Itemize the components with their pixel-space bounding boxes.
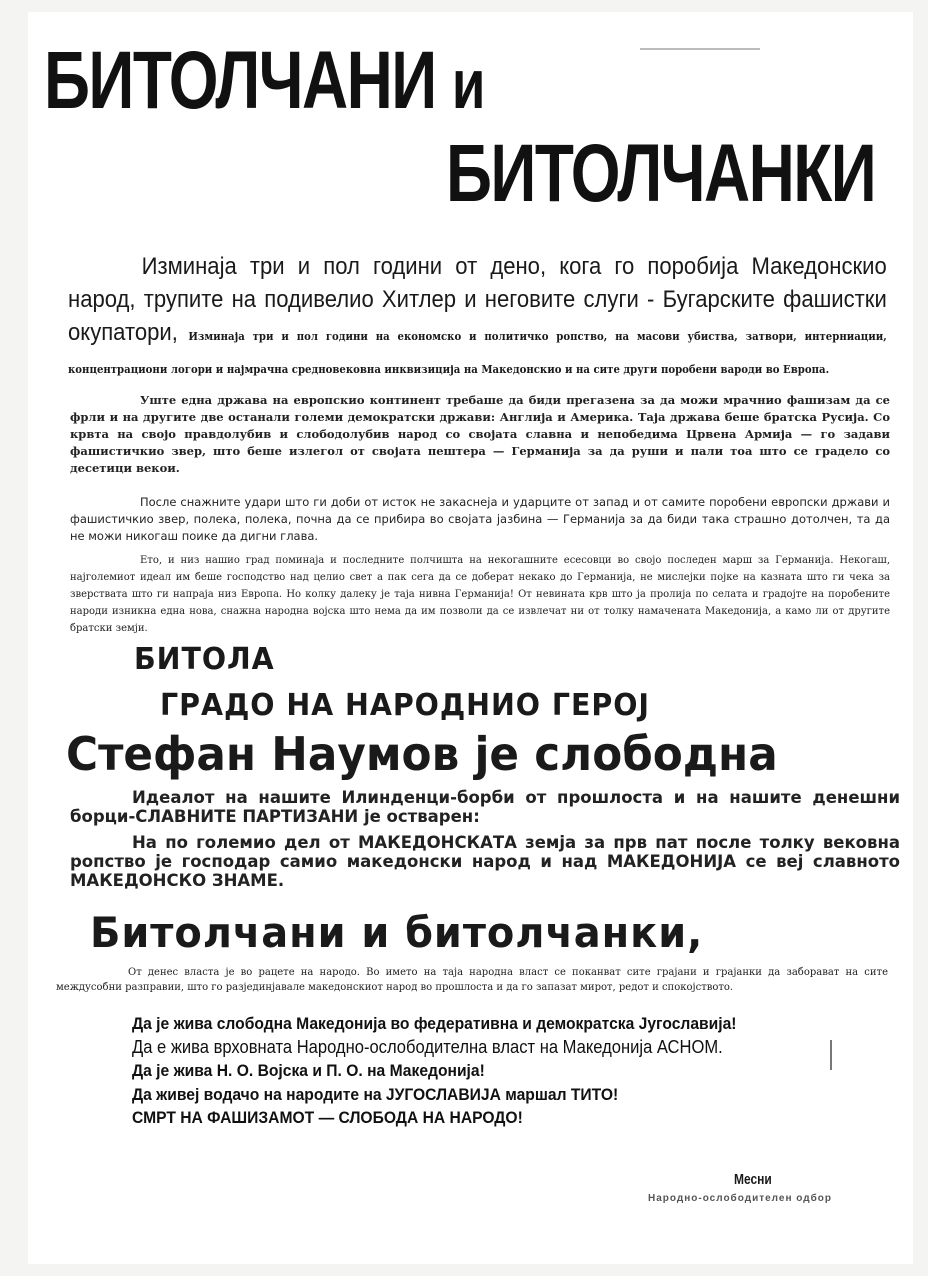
- address-heading: Битолчани и битолчанки,: [90, 908, 704, 957]
- slogan-item: СМРТ НА ФАШИЗАМОТ — СЛОБОДА НА НАРОДО!: [132, 1108, 523, 1127]
- stefan-naumov-heading: Стефан Наумов је слободна: [66, 727, 778, 781]
- paragraph-city: Ето, и низ нашио град поминаја и последните полчишта на некогашните есесовци во својо последен марш за Германија. Некогаш, најголемиот идеал им беше господство над целио свет а пак сега да се доберат некако до Германија, не мислејки појке на казната што ги чека за зверствата што ги напраја низ Европа. Но колку далеку је таја нивна Германија! От невината крв што ја пролија по селата и градојте на поробените народи изникна една нова, снажна народна војска што нема да им позволи да се извлечат ни от толку намачената Македонија, а камо ли от другите братски земји.: [70, 555, 890, 634]
- slogan-item: Да је жива слободна Македонија во федеративна и демократска Југославија!: [132, 1014, 737, 1033]
- intro-small-text: Изминаја три и пол години на економско и политичко ропство, на масови убиства, затвори, интерниации, концентрациони логори и најмрачна средновековна инквизиција на Македонскио и на сите други поробени вароди во Европа.: [68, 330, 887, 376]
- ideal-paragraph-2: На по големио дел от МАКЕДОНСКАТА земја за прв пат после толку вековна ропство је господар самио македонски народ и над МАКЕДОНИЈА се веј славното МАКЕДОНСКО ЗНАМЕ.: [70, 833, 900, 890]
- print-artifact: [640, 48, 760, 50]
- intro-large-text: Изминаја три и пол години от дено, кога го поробија Македонскио народ, трупите на подивелио Хитлер и неговите слуги - Бугарските фашистки окупатори,: [68, 253, 887, 346]
- grado-heading: ГРАДО НА НАРОДНИО ГЕРОЈ: [160, 688, 650, 723]
- slogan-item: Да живеј водачо на народите на ЈУГОСЛАВИЈА маршал ТИТО!: [132, 1084, 619, 1104]
- intro-paragraph: [68, 250, 887, 382]
- print-artifact: [830, 1040, 832, 1070]
- headline-line-1: [44, 35, 484, 126]
- paragraph-blows: После снажните удари што ги доби от исток не закаснеја и ударците от запад и от самите поробени европски држави и фашистичкио звер, полека, полека, почна да се прибира во својата јазбина — Германија за да биди така страшно дотолчен, та да не можи никогаш поике да дигни глава.: [70, 495, 890, 543]
- headline-bitolcanki: БИТОЛЧАНКИ: [446, 128, 876, 219]
- address-paragraph: От денес власта је во рацете на народо. Во името на таја народна власт се поканват сите грајани и грајанки да заборават на сите междусобни разправии, што го разјединјавале македонскиот народ во прошлоста и да го запазат мирот, редот и спокојството.: [56, 967, 888, 993]
- signature-committee: Народно-ослободителен одбор: [648, 1193, 832, 1204]
- headline-and: и: [451, 45, 484, 123]
- headline-bitolcani: БИТОЛЧАНИ: [44, 35, 436, 126]
- signature: Месни: [734, 1171, 772, 1188]
- slogan-item: Да је жива Н. О. Војска и П. О. на Македонија!: [132, 1061, 485, 1080]
- slogans-list: [132, 1012, 737, 1130]
- bitola-heading: БИТОЛА: [134, 642, 275, 677]
- ideal-paragraph-1: Идеалот на нашите Илинденци-борби от прошлоста и на нашите денешни борци-СЛАВНИТЕ ПАРТИЗАНИ је остварен:: [70, 788, 900, 826]
- paragraph-russia: Уште една држава на европскио континент требаше да биди прегазена за да можи мрачнио фашизам да се фрли и на другите две останали големи демократски држави: Англија и Америка. Таја држава беше братска Русија. Со крвта на својо правдолубив и слободолубив народ со својата славна и непобедима Црвена Армија — го задави фашистичкио звер, што беше излегол от својата пештера — Германија за да руши и пали тоа што се градело со десетици векои.: [70, 393, 890, 475]
- slogan-item: Да е жива врховната Народно-ослободителна власт на Македонија АСНОМ.: [132, 1036, 723, 1057]
